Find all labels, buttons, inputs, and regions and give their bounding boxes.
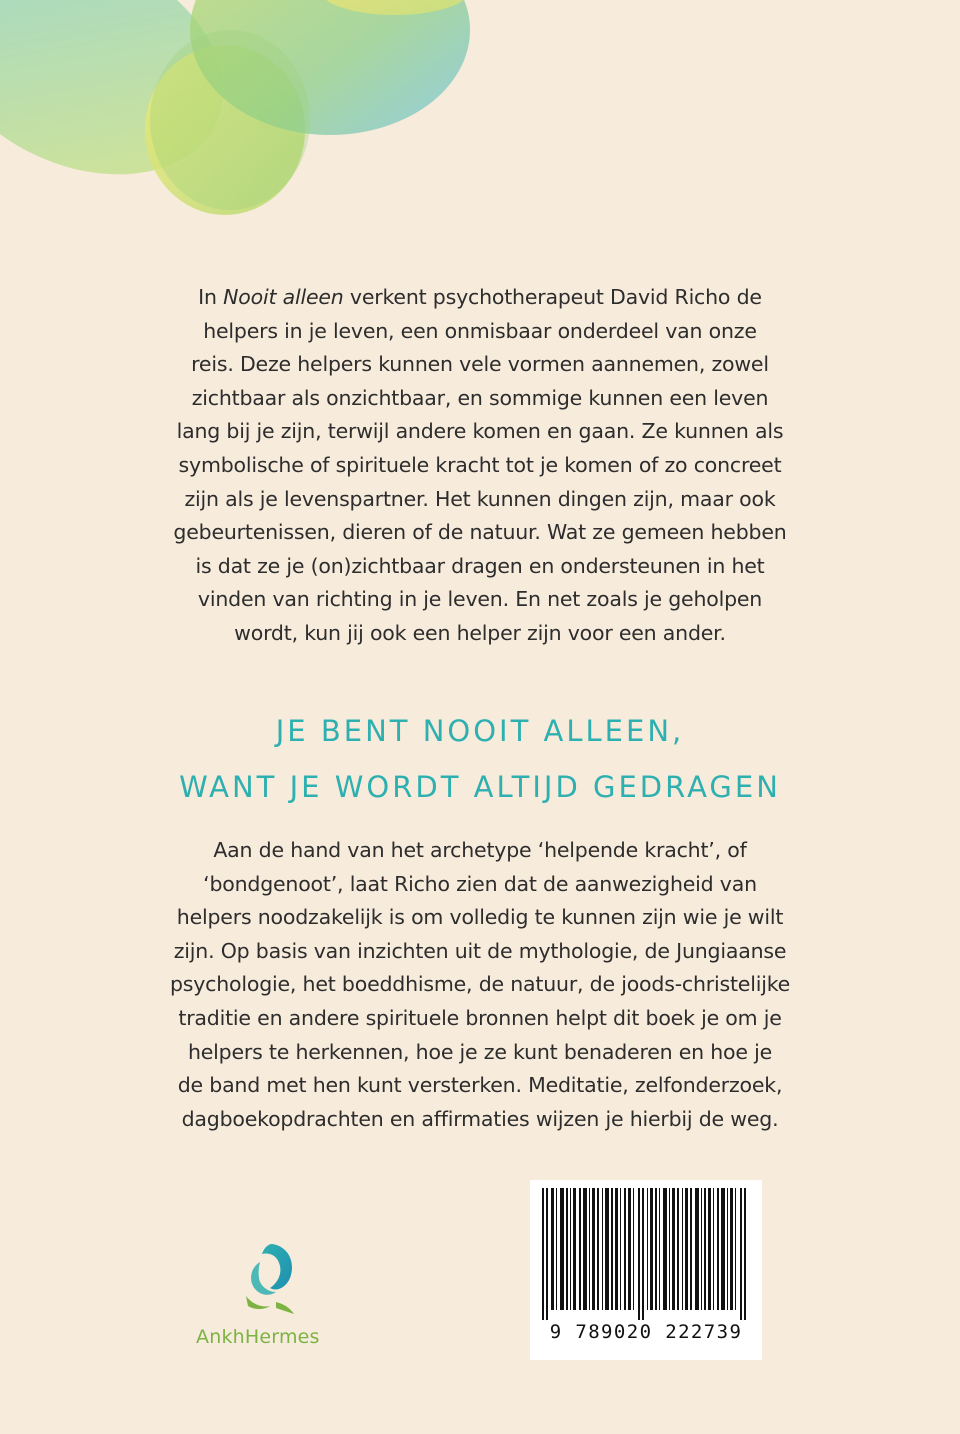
barcode-icon bbox=[542, 1188, 750, 1320]
blob-center bbox=[150, 30, 310, 210]
intro-line: lang bij je zijn, terwijl andere komen en gaan. Ze kunnen als bbox=[176, 419, 784, 444]
outro-line: helpers te herkennen, hoe je ze kunt benaderen en hoe je bbox=[187, 1039, 773, 1064]
tagline bbox=[60, 703, 900, 815]
intro-line: wordt, kun jij ook een helper zijn voor een ander. bbox=[234, 620, 726, 645]
barcode bbox=[530, 1180, 762, 1360]
outro-line: dagboekopdrachten en affirmaties wijzen je hierbij de weg. bbox=[181, 1106, 779, 1131]
ankhhermes-logo-icon bbox=[240, 1240, 300, 1320]
intro-line: vinden van richting in je leven. En net zoals je geholpen bbox=[197, 587, 763, 612]
outro-line: psychologie, het boeddhisme, de natuur, de joods-christelijke bbox=[169, 972, 791, 997]
book-title: Nooit alleen bbox=[223, 285, 344, 309]
publisher-logo bbox=[196, 1240, 336, 1360]
intro-line: In Nooit alleen verkent psychotherapeut David Richo de bbox=[198, 285, 762, 309]
intro-line: is dat ze je (on)zichtbaar dragen en ondersteunen in het bbox=[195, 553, 765, 578]
intro-line: symbolische of spirituele kracht tot je komen of zo concreet bbox=[178, 452, 782, 477]
outro-line: de band met hen kunt versterken. Meditatie, zelfonderzoek, bbox=[177, 1073, 783, 1098]
intro-line: helpers in je leven, een onmisbaar onderdeel van onze bbox=[203, 318, 757, 343]
tagline-line-2: WANT JE WORDT ALTIJD GEDRAGEN bbox=[179, 770, 781, 804]
outro-line: ‘bondgenoot’, laat Richo zien dat de aanwezigheid van bbox=[203, 871, 757, 896]
outro-line: helpers noodzakelijk is om volledig te kunnen zijn wie je wilt bbox=[176, 905, 784, 930]
isbn-number: 9 789020 222739 bbox=[549, 1321, 743, 1343]
outro-line: traditie en andere spirituele bronnen helpt dit boek je om je bbox=[178, 1005, 782, 1030]
outro-line: zijn. Op basis van inzichten uit de mythologie, de Jungiaanse bbox=[173, 938, 787, 963]
intro-paragraph bbox=[120, 281, 840, 651]
intro-line: zichtbaar als onzichtbaar, en sommige kunnen een leven bbox=[191, 385, 769, 410]
outro-line: Aan de hand van het archetype ‘helpende kracht’, of bbox=[213, 838, 747, 862]
publisher-name: AnkhHermes bbox=[196, 1326, 320, 1348]
intro-line: gebeurtenissen, dieren of de natuur. Wat ze gemeen hebben bbox=[173, 520, 787, 545]
intro-line: zijn als je levenspartner. Het kunnen dingen zijn, maar ook bbox=[184, 486, 776, 511]
outro-paragraph bbox=[120, 834, 840, 1136]
intro-line: reis. Deze helpers kunnen vele vormen aannemen, zowel bbox=[191, 352, 769, 377]
tagline-line-1: JE BENT NOOIT ALLEEN, bbox=[275, 714, 685, 748]
decorative-circles bbox=[0, 0, 960, 260]
